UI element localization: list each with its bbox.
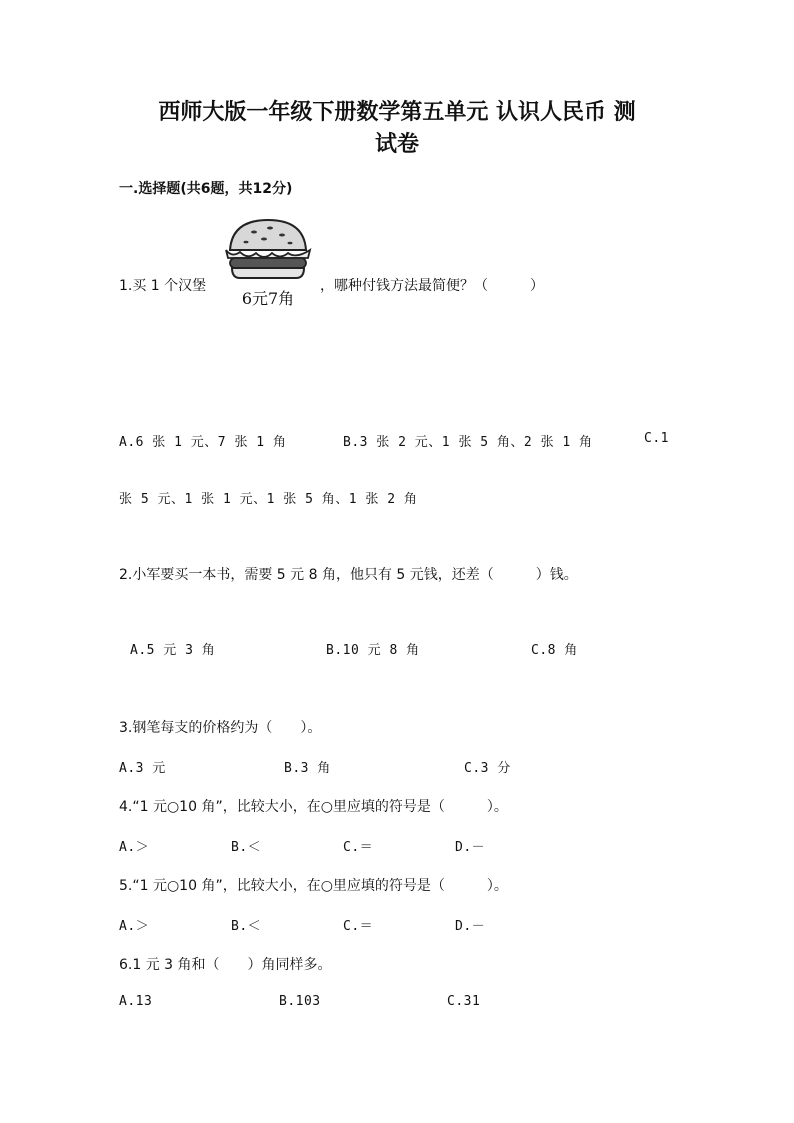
- page-title: [120, 96, 674, 160]
- title-line-1: 西师大版一年级下册数学第五单元 认识人民币 测: [158, 99, 636, 125]
- section-heading: 一.选择题(共6题，共12分): [119, 181, 293, 197]
- question-1-option-c[interactable]: C.1: [644, 431, 669, 446]
- question-5-option-c[interactable]: C.＝: [343, 919, 374, 934]
- title-line-2: 试卷: [374, 131, 419, 157]
- question-6-text: 6.1 元 3 角和（ ）角同样多。: [119, 957, 332, 973]
- question-4-option-c[interactable]: C.＝: [343, 840, 374, 855]
- question-2-text: 2.小军要买一本书，需要 5 元 8 角，他只有 5 元钱，还差（ ）钱。: [119, 567, 578, 583]
- question-1-option-a[interactable]: A.6 张 1 元、7 张 1 角: [119, 435, 287, 450]
- question-6-option-b[interactable]: B.103: [279, 994, 321, 1009]
- question-4-option-a[interactable]: A.＞: [119, 840, 150, 855]
- question-6-option-c[interactable]: C.31: [447, 994, 481, 1009]
- question-1-option-c-continued: 张 5 元、1 张 1 元、1 张 5 角、1 张 2 角: [119, 492, 418, 507]
- question-2-option-a[interactable]: A.5 元 3 角: [130, 643, 216, 658]
- question-3-option-a[interactable]: A.3 元: [119, 761, 166, 776]
- hamburger-image: [220, 214, 316, 310]
- question-1-text-before: 1.买 1 个汉堡: [119, 278, 207, 294]
- question-5-text: 5.“1 元○10 角”，比较大小，在○里应填的符号是（ ）。: [119, 878, 508, 894]
- hamburger-price: 6元7角: [241, 289, 295, 308]
- question-6-option-a[interactable]: A.13: [119, 994, 153, 1009]
- question-3-option-b[interactable]: B.3 角: [284, 761, 331, 776]
- question-3-text: 3.钢笔每支的价格约为（ ）。: [119, 720, 322, 736]
- question-5-option-d[interactable]: D.－: [455, 919, 486, 934]
- question-4-text: 4.“1 元○10 角”，比较大小，在○里应填的符号是（ ）。: [119, 799, 508, 815]
- question-4-option-d[interactable]: D.－: [455, 840, 486, 855]
- question-1-option-b[interactable]: B.3 张 2 元、1 张 5 角、2 张 1 角: [343, 435, 593, 450]
- question-3-option-c[interactable]: C.3 分: [464, 761, 511, 776]
- question-4-option-b[interactable]: B.＜: [231, 840, 262, 855]
- question-2-option-c[interactable]: C.8 角: [531, 643, 578, 658]
- question-1-text-after: ，哪种付钱方法最简便？（ ）: [320, 278, 544, 294]
- question-5-option-a[interactable]: A.＞: [119, 919, 150, 934]
- question-5-option-b[interactable]: B.＜: [231, 919, 262, 934]
- question-2-option-b[interactable]: B.10 元 8 角: [326, 643, 420, 658]
